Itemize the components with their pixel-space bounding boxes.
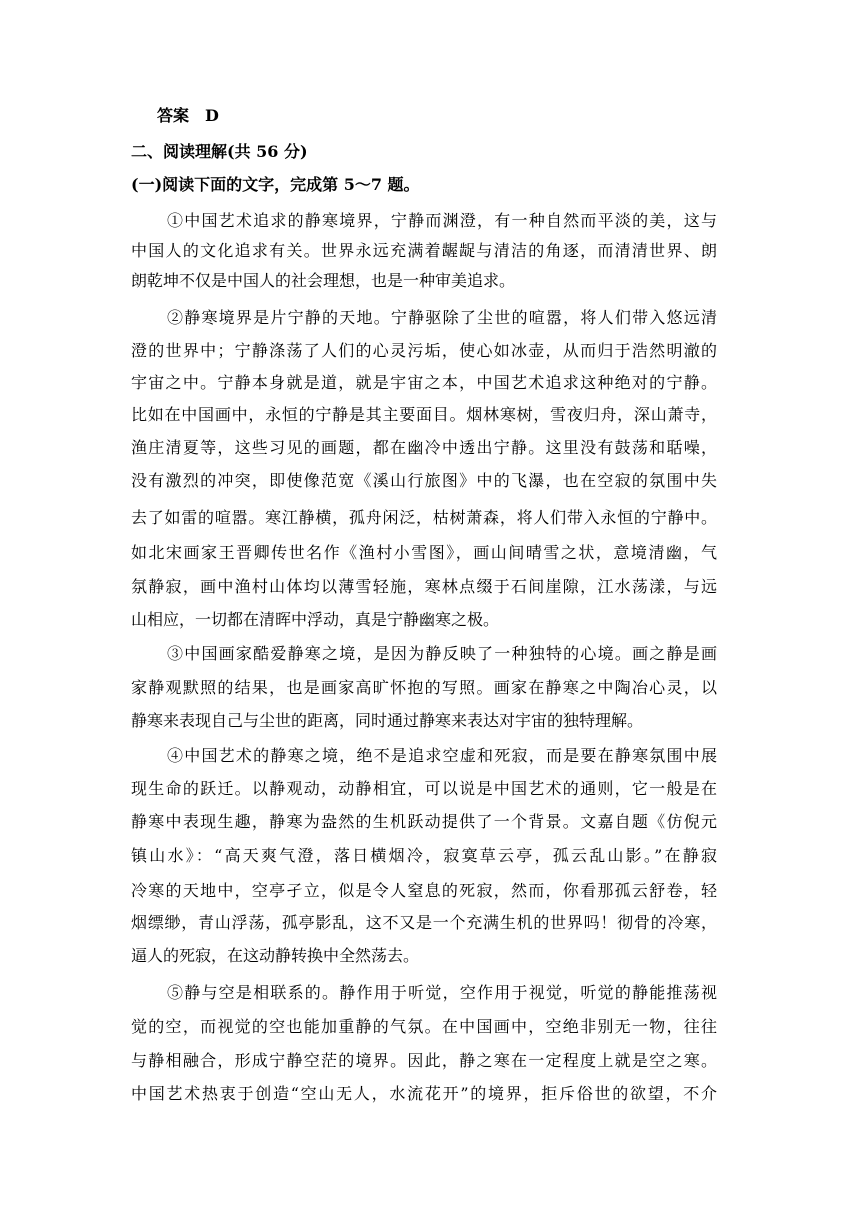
paragraph-line: 烟缥缈，青山浮荡，孤亭影乱，这不又是一个充满生机的世界吗！彻骨的冷寒，	[131, 913, 717, 932]
answer-label: 答案	[157, 106, 190, 125]
paragraph-line: 静寒来表现自己与尘世的距离，同时通过静寒来表达对宇宙的独特理解。	[131, 711, 644, 730]
paragraph-line: 现生命的跃迁。以静观动，动静相宜，可以说是中国艺术的通则，它一般是在	[131, 779, 717, 798]
subsection-heading: (一)阅读下面的文字，完成第 5～7 题。	[131, 175, 420, 194]
paragraph-line: 逼人的死寂，在这动静转换中全然荡去。	[131, 946, 420, 965]
paragraph-line: 宇宙之中。宁静本身就是道，就是宇宙之本，中国艺术追求这种绝对的宁静。	[131, 373, 717, 392]
paragraph-line: 冷寒的天地中，空亭孑立，似是令人窒息的死寂，然而，你看那孤云舒卷，轻	[131, 881, 717, 900]
paragraph-line: 没有激烈的冲突，即使像范宽《溪山行旅图》中的飞瀑，也在空寂的氛围中失	[131, 471, 717, 490]
paragraph-line: ⑤静与空是相联系的。静作用于听觉，空作用于视觉，听觉的静能推荡视	[167, 983, 717, 1002]
paragraph-line: 氛静寂，画中渔村山体均以薄雪轻施，寒林点缀于石间崖隙，江水荡漾，与远	[131, 577, 717, 596]
paragraph-line: 中国艺术热衷于创造“空山无人，水流花开”的境界，拒斥俗世的欲望，不介	[131, 1084, 717, 1103]
paragraph-line: 澄的世界中；宁静涤荡了人们的心灵污垢，使心如冰壶，从而归于浩然明澈的	[131, 341, 717, 360]
paragraph-line: 如北宋画家王晋卿传世名作《渔村小雪图》，画山间晴雪之状，意境清幽，气	[131, 543, 717, 562]
paragraph-line: 与静相融合，形成宁静空茫的境界。因此，静之寒在一定程度上就是空之寒。	[131, 1051, 717, 1070]
paragraph-line: 觉的空，而视觉的空也能加重静的气氛。在中国画中，空绝非别无一物，往往	[131, 1017, 717, 1036]
paragraph-line: 中国人的文化追求有关。世界永远充满着龌龊与清洁的角逐，而清清世界、朗	[131, 241, 717, 260]
paragraph-line: 家静观默照的结果，也是画家高旷怀抱的写照。画家在静寒之中陶冶心灵，以	[131, 678, 717, 697]
paragraph-line: 朗乾坤不仅是中国人的社会理想，也是一种审美追求。	[131, 271, 516, 290]
paragraph-line: 静寒中表现生趣，静寒为盎然的生机跃动提供了一个背景。文嘉自题《仿倪元	[131, 812, 717, 831]
answer-value: D	[205, 106, 219, 125]
paragraph-line: ②静寒境界是片宁静的天地。宁静驱除了尘世的喧嚣，将人们带入悠远清	[167, 308, 717, 327]
section-heading: 二、阅读理解(共 56 分)	[131, 142, 308, 161]
paragraph-line: 去了如雷的喧嚣。寒江静横，孤舟闲泛，枯树萧森，将人们带入永恒的宁静中。	[131, 508, 717, 527]
paragraph-line: 渔庄清夏等，这些习见的画题，都在幽冷中透出宁静。这里没有鼓荡和聒噪，	[131, 438, 717, 457]
paragraph-line: ④中国艺术的静寒之境，绝不是追求空虚和死寂，而是要在静寒氛围中展	[167, 746, 717, 765]
paragraph-line: 山相应，一切都在清晖中浮动，真是宁静幽寒之极。	[131, 610, 500, 629]
paragraph-line: 镇山水》：“高天爽气澄，落日横烟冷，寂寞草云亭，孤云乱山影。”在静寂	[131, 846, 717, 865]
paragraph-line: ③中国画家酷爱静寒之境，是因为静反映了一种独特的心境。画之静是画	[167, 644, 717, 663]
paragraph-line: 比如在中国画中，永恒的宁静是其主要面目。烟林寒树，雪夜归舟，深山萧寺，	[131, 405, 717, 424]
paragraph-line: ①中国艺术追求的静寒境界，宁静而渊澄，有一种自然而平淡的美，这与	[167, 211, 717, 230]
